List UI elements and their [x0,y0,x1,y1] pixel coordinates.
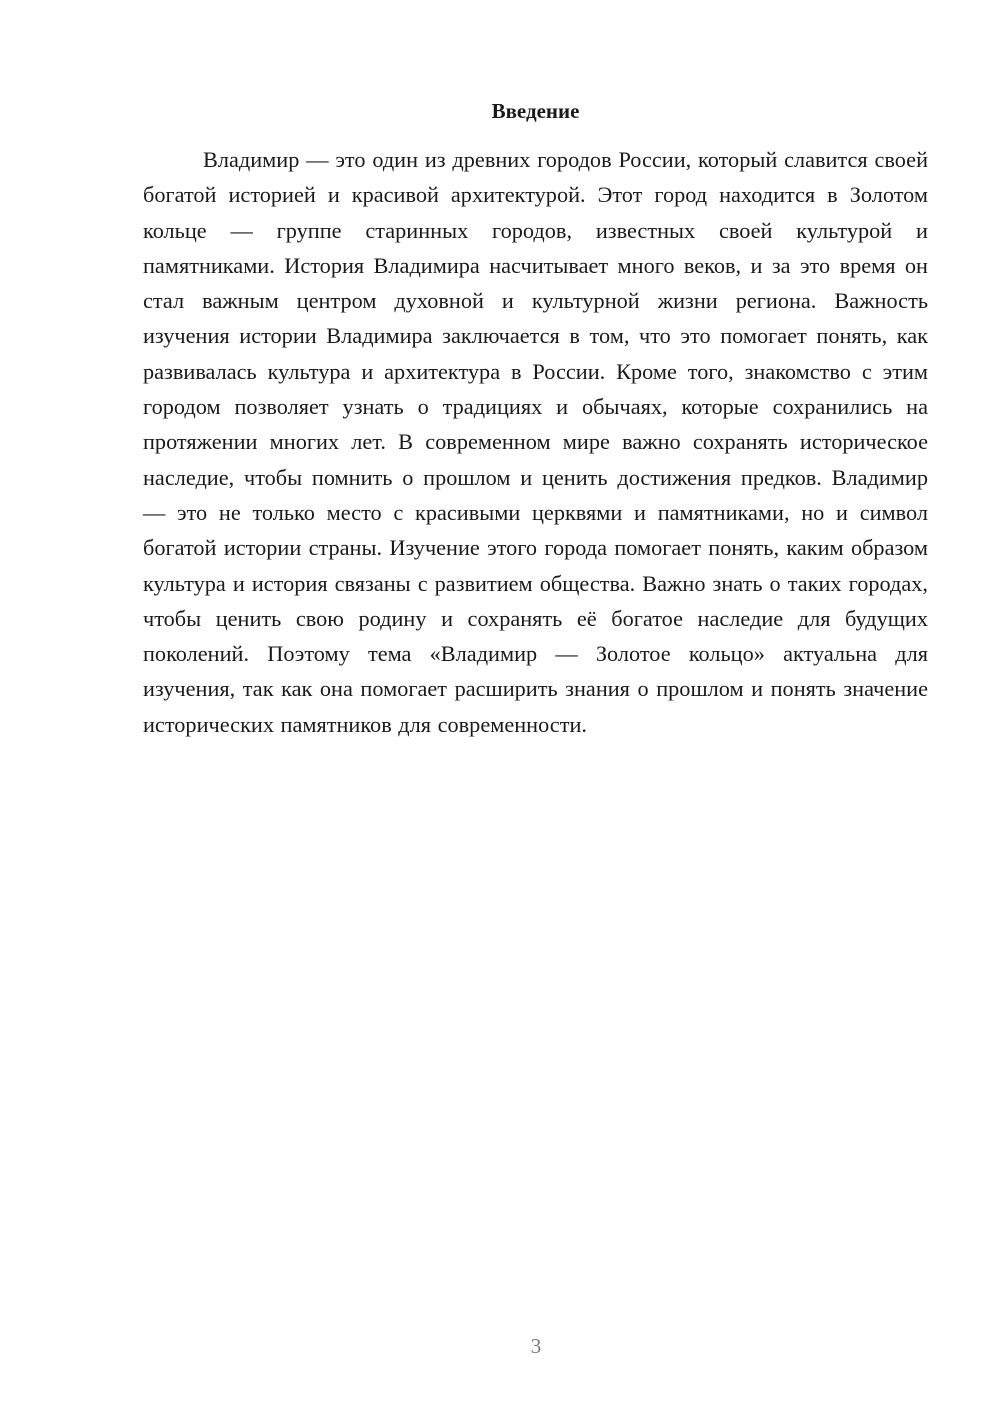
section-heading: Введение [491,99,580,123]
body-paragraph: Владимир — это один из древних городов России, который славится своей богатой историей и красивой архитектурой. Этот город находится в Золотом кольце — группе старинных городов, известных своей культурой и памятниками. История Владимира насчитывает много веков, и за это время он стал важным центром духовной и культурной жизни региона. Важность изучения истории Владимира заключается в том, что это помогает понять, как развивалась культура и архитектура в России. Кроме того, знакомство с этим городом позволяет узнать о традициях и обычаях, которые сохранились на протяжении многих лет. В современном мире важно сохранять историческое наследие, чтобы помнить о прошлом и ценить достижения предков. Владимир — это не только место с красивыми церквями и памятниками, но и символ богатой истории страны. Изучение этого города помогает понять, каким образом культура и история связаны с развитием общества. Важно знать о таких городах, чтобы ценить свою родину и сохранять её богатое наследие для будущих поколений. Поэтому тема «Владимир — Золотое кольцо» актуальна для изучения, так как она помогает расширить знания о прошлом и понять значение исторических памятников для современности. [143,147,928,737]
page-number: 3 [530,1334,542,1358]
